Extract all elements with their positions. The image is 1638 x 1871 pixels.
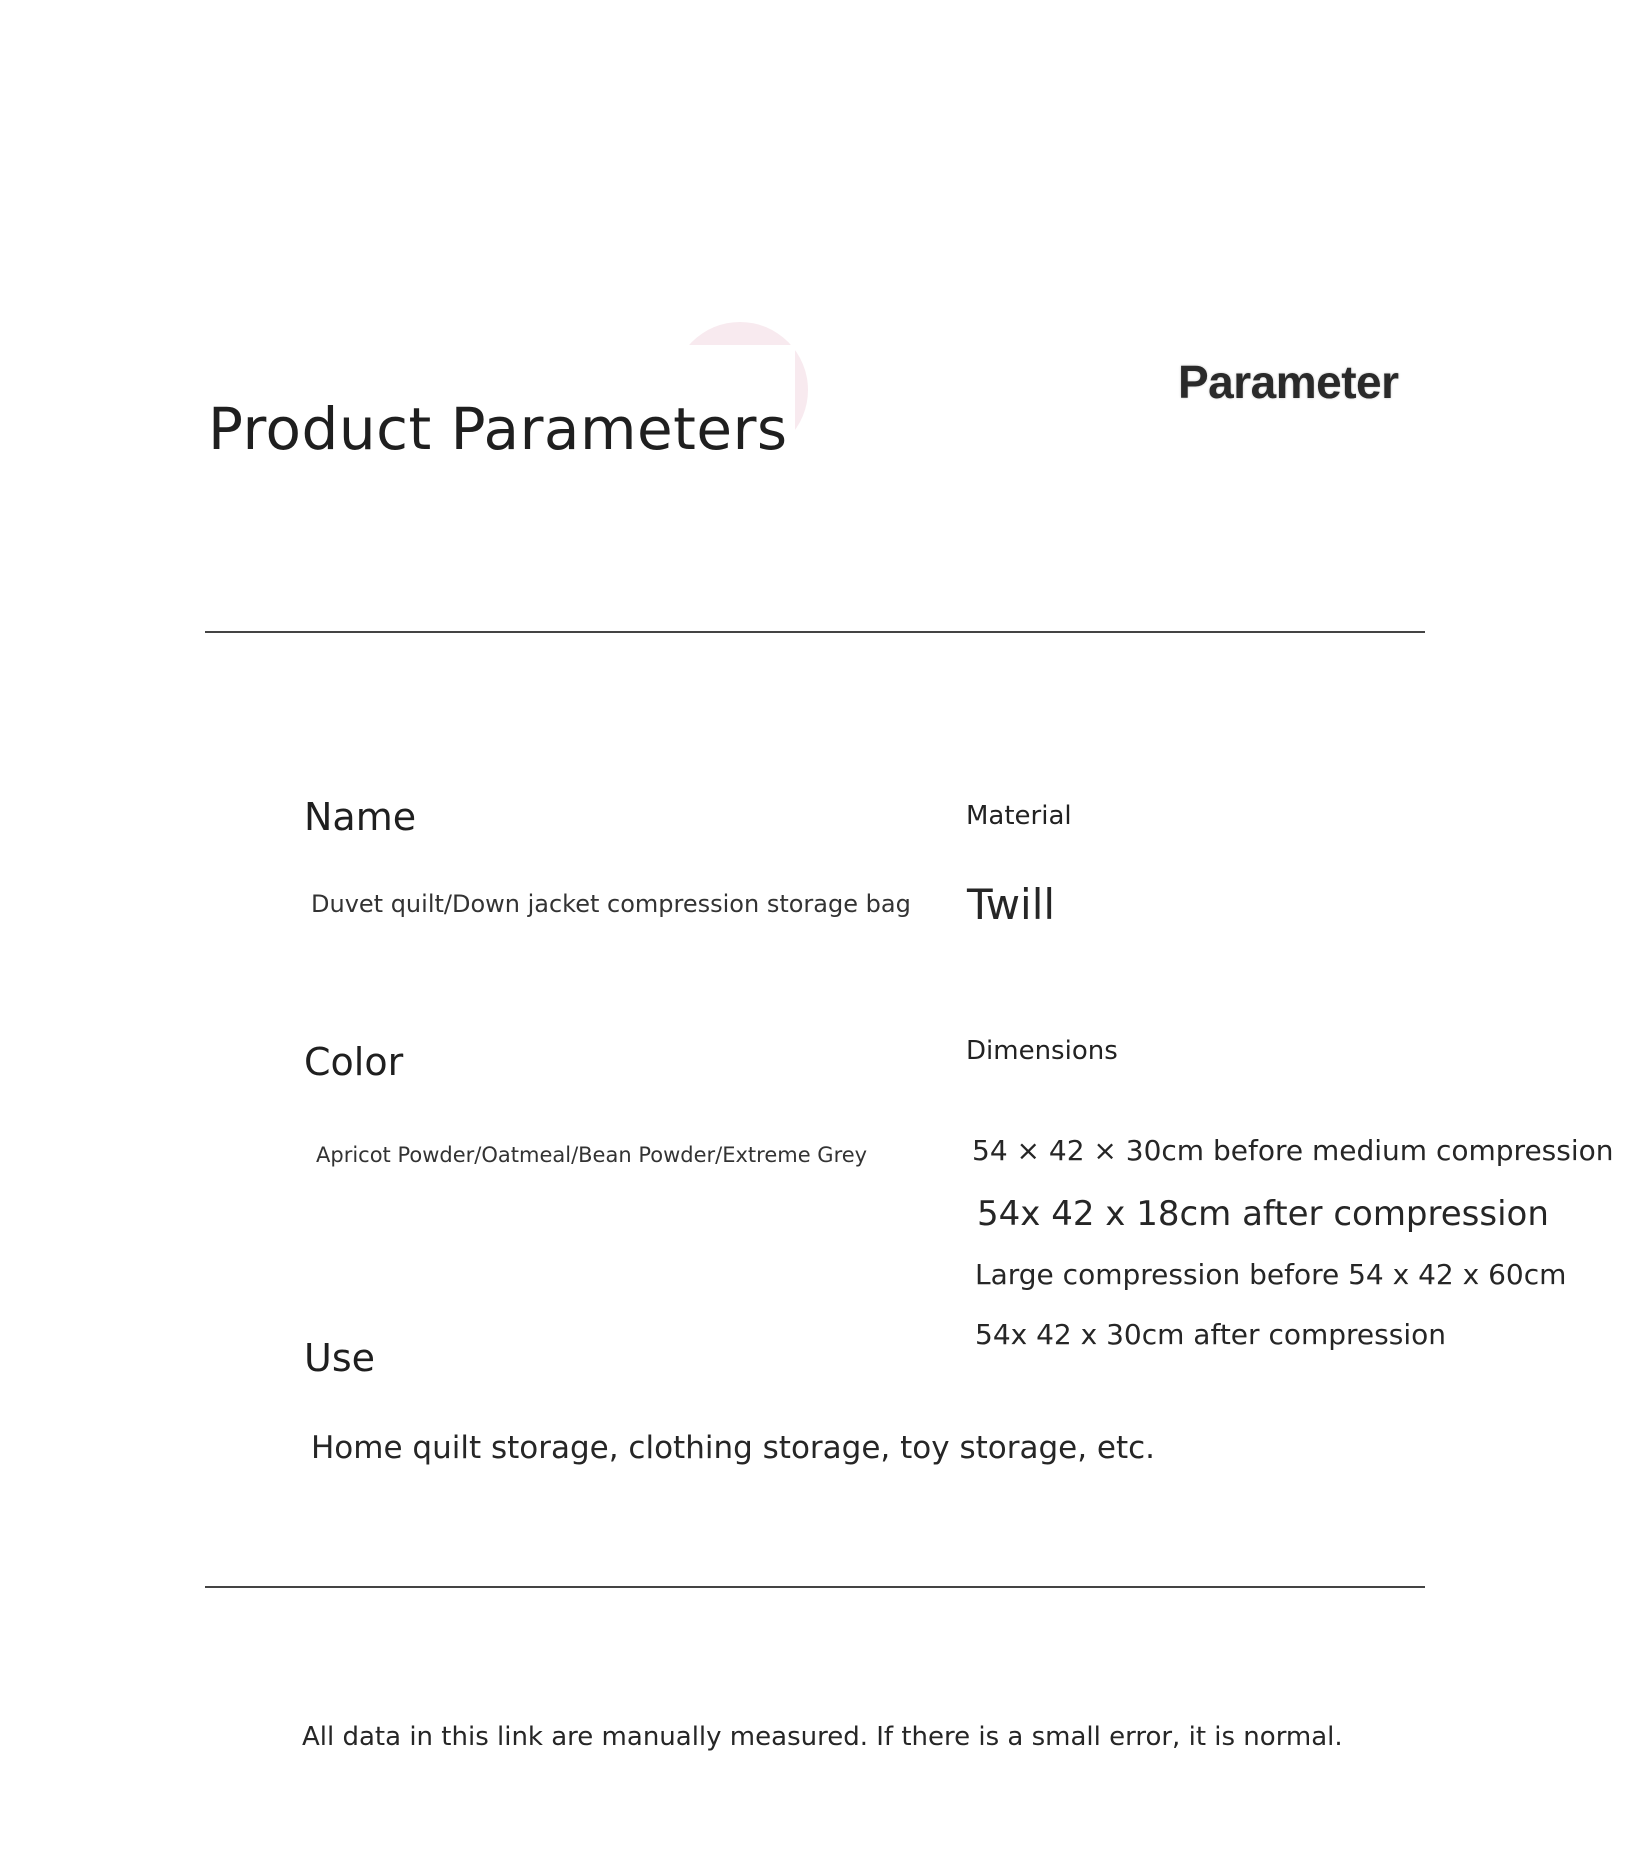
dimensions-label: Dimensions (966, 1036, 1118, 1066)
dimensions-line-3: Large compression before 54 x 42 x 60cm (975, 1258, 1567, 1291)
measurement-note: All data in this link are manually measured. If there is a small error, it is normal. (302, 1722, 1343, 1752)
parameter-badge: Parameter (1178, 356, 1399, 408)
material-value: Twill (967, 880, 1056, 929)
dimensions-line-2: 54x 42 x 18cm after compression (977, 1194, 1549, 1234)
use-value: Home quilt storage, clothing storage, toy storage, etc. (311, 1430, 1156, 1466)
name-value: Duvet quilt/Down jacket compression storage bag (311, 890, 911, 918)
top-divider (205, 631, 1425, 633)
color-label: Color (304, 1040, 404, 1084)
material-label: Material (966, 801, 1072, 831)
dimensions-line-1: 54 × 42 × 30cm before medium compression (972, 1134, 1614, 1167)
use-label: Use (304, 1336, 375, 1380)
page-title: Product Parameters (208, 395, 788, 463)
dimensions-line-4: 54x 42 x 30cm after compression (975, 1318, 1446, 1351)
bottom-divider (205, 1586, 1425, 1588)
name-label: Name (304, 795, 417, 839)
color-value: Apricot Powder/Oatmeal/Bean Powder/Extreme Grey (316, 1143, 868, 1167)
